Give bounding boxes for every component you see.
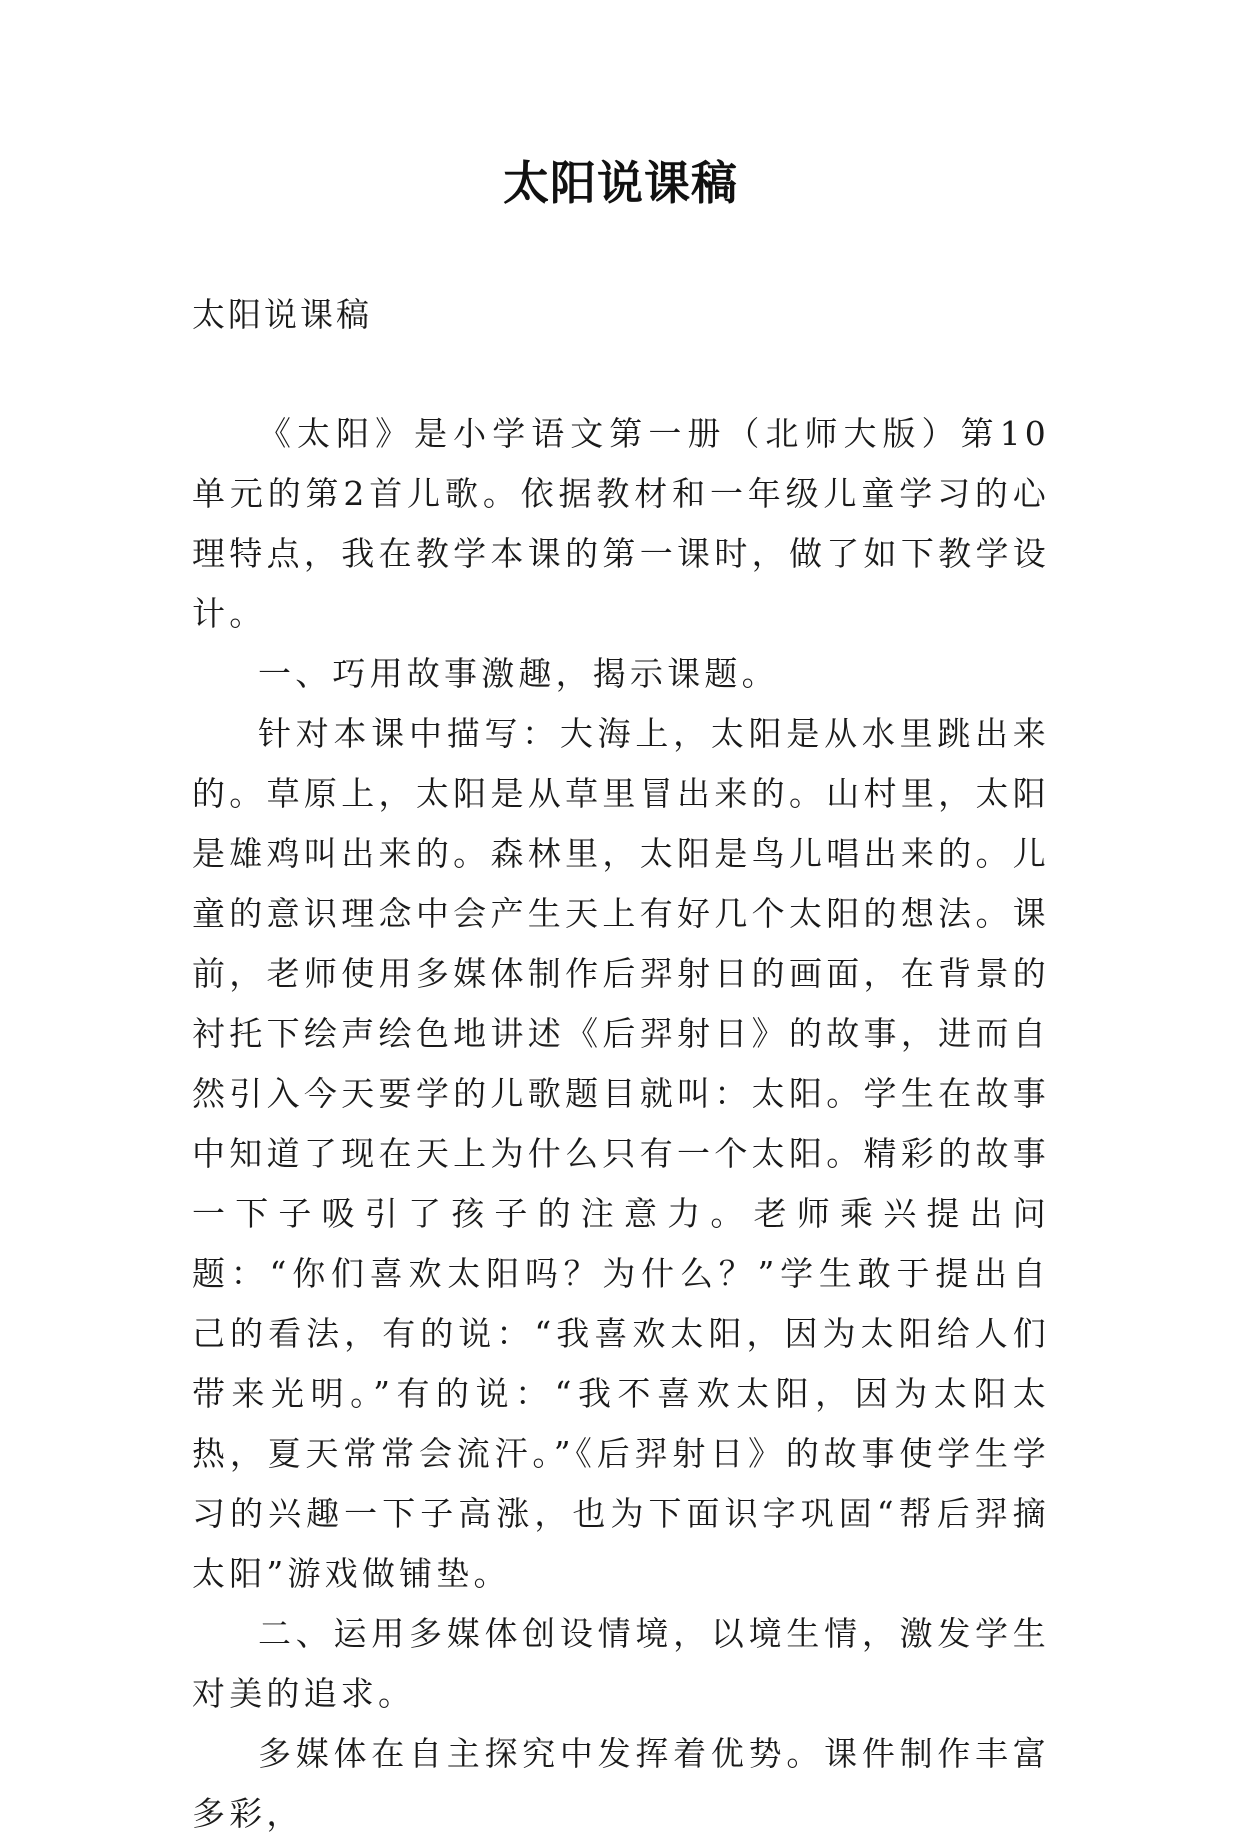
paragraph-section-2-heading: 二、运用多媒体创设情境，以境生情，激发学生对美的追求。 [192,1614,1050,1713]
document-body [192,404,1050,1844]
paragraph-intro: 《太阳》是小学语文第一册（北师大版）第10单元的第2首儿歌。依据教材和一年级儿童学习的心理特点，我在教学本课的第一课时，做了如下教学设计。 [192,414,1050,633]
document-title: 太阳说课稿 [503,156,738,210]
paragraph-section-1-heading: 一、巧用故事激趣，揭示课题。 [258,654,779,693]
paragraph-section-2-body: 多媒体在自主探究中发挥着优势。课件制作丰富多彩， [192,1734,1050,1833]
document-subtitle: 太阳说课稿 [192,295,372,334]
paragraph-section-1-body: 针对本课中描写：大海上，太阳是从水里跳出来的。草原上，太阳是从草里冒出来的。山村里，太阳是雄鸡叫出来的。森林里，太阳是鸟儿唱出来的。儿童的意识理念中会产生天上有好几个太阳的想法。课前，老师使用多媒体制作后羿射日的画面，在背景的衬托下绘声绘色地讲述《后羿射日》的故事，进而自然引入今天要学的儿歌题目就叫：太阳。学生在故事中知道了现在天上为什么只有一个太阳。精彩的故事一下子吸引了孩子的注意力。老师乘兴提出问题：“你们喜欢太阳吗？为什么？”学生敢于提出自己的看法，有的说：“我喜欢太阳，因为太阳给人们带来光明。”有的说：“我不喜欢太阳，因为太阳太热，夏天常常会流汗。”《后羿射日》的故事使学生学习的兴趣一下子高涨，也为下面识字巩固“帮后羿摘太阳”游戏做铺垫。 [192,714,1050,1593]
